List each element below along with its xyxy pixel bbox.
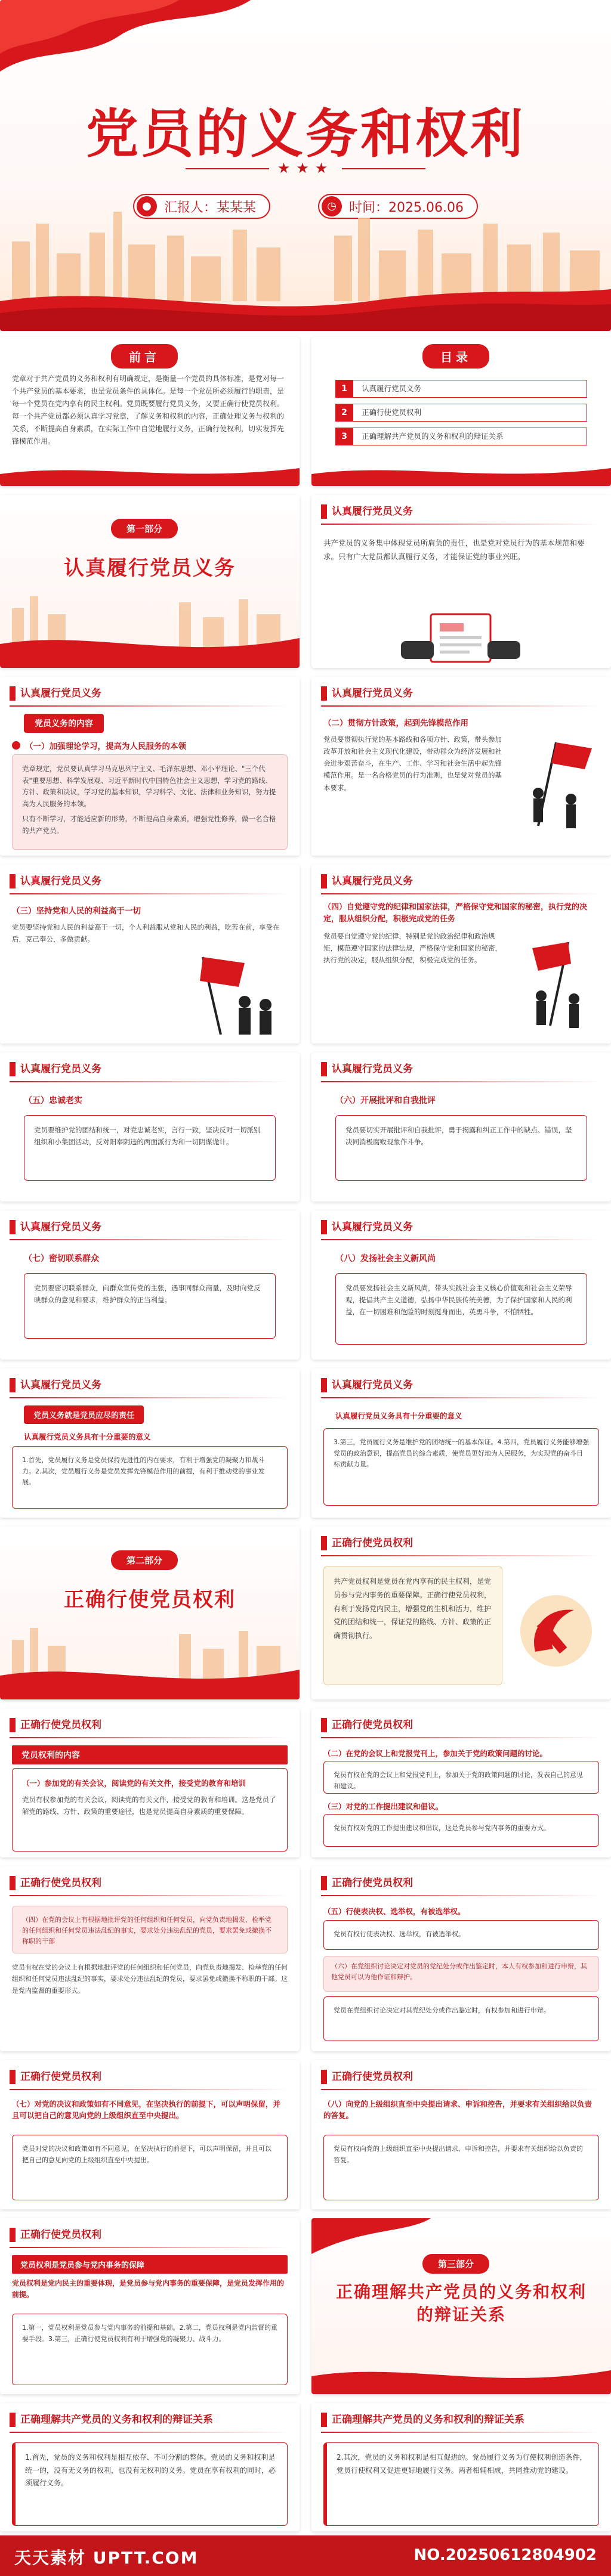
content-title: 党员义务就是党员应尽的责任 — [24, 1405, 144, 1424]
part2-cover-slide — [0, 1527, 300, 1699]
section-header — [0, 1866, 300, 1900]
content-title: 党员权利的内容 — [12, 1745, 288, 1764]
item-title: （二）贯彻方针政策，起到先锋模范作用 — [323, 719, 468, 728]
duty-slide-5 — [0, 1052, 300, 1202]
section-header — [0, 865, 300, 898]
cover-title: 党员的义务和权利 — [85, 103, 525, 165]
section-header — [0, 677, 300, 710]
section-title: 正确行使党员权利 — [20, 2229, 101, 2241]
catalog-item-3[interactable] — [335, 428, 587, 445]
item-text: 党员有权参加党的有关会议，阅读党的有关文件，接受党的教育和培训。这是党员了解党的路线、方针、政策的重要途径，也是党员提高自身素质的重要保障。 — [22, 1795, 276, 1816]
duty-slide-7 — [0, 1210, 300, 1360]
item-text: 党员对党的决议和政策如有不同意见，在坚决执行的前提下，可以声明保留，并且可以把自己的意见向党的上级组织直至中央提出。 — [12, 2135, 288, 2200]
item-text: 党员要自觉遵守党的纪律，特别是党的政治纪律和政治规矩，模范遵守国家的法律法规，严格保守党和国家的秘密，执行党的决定，服从组织分配，积极完成党的任务。 — [323, 930, 502, 1032]
item-title: （四）在党的会议上有根据地批评党的任何组织和任何党员，向党负责地揭发、检举党的任何组织和任何党员违法乱纪的事实，要求处分违法乱纪的党员，要求罢免或撤换不称职的干部 — [12, 1906, 288, 1953]
user-icon: ● — [137, 196, 157, 216]
red-ribbon-decoration — [311, 462, 611, 486]
section-header — [311, 1527, 611, 1560]
date-text: 时间：2025.06.06 — [349, 200, 464, 215]
section-title: 认真履行党员义务 — [332, 506, 413, 518]
part1-title: 认真履行党员义务 — [64, 556, 236, 580]
red-ribbon-decoration — [311, 2358, 611, 2394]
intro1-slide — [311, 495, 611, 668]
catalog-item-1[interactable] — [335, 380, 587, 398]
preface-text: 党章对于共产党员的义务和权利有明确规定，是衡量一个党员的具体标准，是党对每一个共产党员的基本要求，也是党员条件的具体化。是每一个党员所必须履行的职责，是每一个党员在党内享有的民主权利。党员既要履行党员义务，又要正确行使党员权利。每一个共产党员都必须认真学习党章，了解义务和权利的内容，正确处理义务与权利的关系，不断提高自身素质，在实际工作中自觉地履行义务，正确行使权利，切实发挥先锋模范作用。 — [12, 373, 288, 462]
section-header — [0, 2060, 300, 2094]
content-title: 党员权利是党员参与党内事务的保障 — [12, 2255, 288, 2274]
flag-raising-illustration — [514, 736, 598, 832]
red-ribbon-decoration — [0, 462, 300, 486]
right-slide-5 — [0, 2060, 300, 2209]
item-title: （八）发扬社会主义新风尚 — [335, 1254, 436, 1264]
section-title: 认真履行党员义务 — [20, 1221, 101, 1233]
hammer-sickle-illustration — [511, 1586, 601, 1676]
item-text: 党员要坚持党和人民的利益高于一切，个人利益服从党和人民的利益，吃苦在前，享受在后，克己奉公，多做贡献。 — [12, 921, 288, 951]
section-title: 正确理解共产党员的义务和权利的辩证关系 — [332, 2414, 524, 2426]
section-header — [311, 677, 611, 710]
section-header — [311, 2060, 611, 2094]
part3-cover-slide — [311, 2218, 611, 2394]
city-ribbon-decoration — [0, 1628, 300, 1699]
intro2-slide — [311, 1527, 611, 1699]
item-title: （七）对党的决议和政策如有不同意见，在坚决执行的前提下，可以声明保留，并且可以把自己的意见向党的上级组织直至中央提出。 — [12, 2100, 281, 2120]
section-title: 认真履行党员义务 — [332, 688, 413, 699]
section-header — [311, 1052, 611, 1086]
item-text: 党员要发扬社会主义新风尚，带头实践社会主义核心价值观和社会主义荣辱观，提倡共产主义道德，弘扬中华民族传统美德，为了保护国家和人民的利益，在一切困难和危险的时刻挺身而出，英勇斗争，不怕牺牲。 — [335, 1273, 587, 1345]
duty-slide-9 — [0, 1368, 300, 1518]
footer-number: NO.20250612804902 — [413, 2546, 597, 2564]
star-divider: ★★★ — [0, 160, 611, 177]
duty-slide-6 — [311, 1052, 611, 1202]
section-header — [0, 1052, 300, 1086]
duty-slide-2 — [311, 677, 611, 856]
bullet-icon — [12, 741, 20, 750]
footer-site: 天天素材 UPTT.COM — [14, 2548, 199, 2568]
section-title: 认真履行党员义务 — [332, 1063, 413, 1075]
item-text: 1.首先，党员的义务和权利是相互依存、不可分割的整体。党员的义务和权利是统一的，没有无义务的权利，也没有无权利的义务。党员在享有权利的同时，必须履行义务。 — [12, 2442, 288, 2526]
section-title: 认真履行党员义务 — [20, 1063, 101, 1075]
item-text: 党员要维护党的团结和统一，对党忠诚老实，言行一致，坚决反对一切派别组织和小集团活动，反对阳奉阴违的两面派行为和一切阴谋诡计。 — [24, 1115, 276, 1181]
catalog-text: 正确行使党员权利 — [353, 404, 587, 422]
part3-label: 第三部分 — [422, 2254, 489, 2274]
item-title: （七）密切联系群众 — [24, 1254, 99, 1264]
watermark-footer — [0, 2535, 611, 2576]
section-header — [0, 1708, 300, 1742]
right-slide-2 — [311, 1708, 611, 1857]
item-title: （一）参加党的有关会议，阅读党的有关文件，接受党的教育和培训 — [22, 1779, 246, 1788]
item-text: 党员有权对党的工作提出建议和倡议，这是党员参与党内事务的重要方式。 — [323, 1814, 599, 1847]
section-header — [311, 495, 611, 528]
right-slide-3 — [0, 1866, 300, 2051]
section-title: 正确行使党员权利 — [332, 2071, 413, 2083]
section-title: 正确行使党员权利 — [20, 1719, 101, 1731]
section-header — [0, 2403, 300, 2436]
item-text: 党员在党组织讨论决定对其党纪处分或作出鉴定时，有权参加和进行申辩。 — [323, 1996, 599, 2041]
item-title: （五）行使表决权、选举权，有被选举权。 — [323, 1907, 465, 1916]
section-title: 正确理解共产党员的义务和权利的辩证关系 — [20, 2414, 213, 2426]
right-slide-7 — [0, 2218, 300, 2394]
item-text: 2.其次，党员的义务和权利是相互促进的。党员履行义务为行使权利创造条件，党员行使权利又促进更好地履行义务。两者相辅相成，共同推动党的建设。 — [323, 2442, 599, 2526]
duty-slide-10 — [311, 1368, 611, 1518]
section-header — [0, 2218, 300, 2252]
preface-heading: 前言 — [111, 344, 178, 369]
hands-document-illustration — [395, 611, 526, 665]
red-flag-decoration — [311, 2218, 431, 2260]
reporter-text: 汇报人：某某某 — [164, 200, 257, 215]
item-text: 党员要切实开展批评和自我批评，勇于揭露和纠正工作中的缺点、错误，坚决同消极腐败现象作斗争。 — [335, 1115, 587, 1181]
item-title: （三）对党的工作提出建议和倡议。 — [323, 1802, 443, 1811]
item-title: 认真履行党员义务具有十分重要的意义 — [24, 1432, 151, 1441]
catalog-num: 1 — [335, 380, 353, 398]
item-text: 党员有权行使表决权、选举权，有被选举权。 — [323, 1920, 599, 1950]
section-header — [0, 1210, 300, 1244]
section-title: 认真履行党员义务 — [332, 1221, 413, 1233]
section-header — [311, 865, 611, 898]
item-title: （二）在党的会议上和党报党刊上，参加关于党的政策问题的讨论。 — [323, 1749, 548, 1758]
item-title: （五）忠诚老实 — [24, 1096, 82, 1106]
item-text: 党章规定，党员要认真学习马克思列宁主义、毛泽东思想、邓小平理论、"三个代表"重要思想、科学发展观、习近平新时代中国特色社会主义思想，学习党的路线、方针、政策和决议，学习党的基本知识，学习科学、文化、法律和业务知识，努力提高为人民服务的本领。 — [22, 764, 276, 808]
item-text: 党员有权向党的上级组织直至中央提出请求、申诉和控告，并要求有关组织给以负责的答复。 — [323, 2135, 599, 2200]
catalog-heading: 目录 — [422, 344, 489, 369]
catalog-num: 3 — [335, 428, 353, 445]
clock-icon: ◷ — [322, 196, 342, 216]
section-header — [311, 1866, 611, 1900]
item-title: （四）自觉遵守党的纪律和国家法律，严格保守党和国家的秘密，执行党的决定，服从组织分配，积极完成党的任务 — [323, 903, 588, 924]
section-title: 正确行使党员权利 — [332, 1719, 413, 1731]
section-title: 正确行使党员权利 — [20, 1877, 101, 1889]
dialectic-slide-1 — [0, 2403, 300, 2531]
item-text: 党员有权在党的会议上有根据地批评党的任何组织和任何党员，向党负责地揭发、检举党的任何组织和任何党员违法乱纪的事实，要求处分违法乱纪的党员，要求罢免或撤换不称职的干部。这是党内监督的重要形式。 — [12, 1959, 288, 2043]
item-title: （六）在党组织讨论决定对党员的党纪处分或作出鉴定时，本人有权参加和进行申辩，其他党员可以为他作证和辩护。 — [323, 1956, 599, 1992]
item-title: （三）坚持党和人民的利益高于一切 — [12, 906, 141, 916]
item-title: 党员权利是党内民主的重要体现，是党员参与党内事务的重要保障，是党员发挥作用的前提。 — [12, 2279, 285, 2299]
intro1-text: 共产党员的义务集中体现党员所肩负的责任，也是党对党员行为的基本规范和要求。只有广大党员都认真履行义务，才能保证党的事业兴旺。 — [323, 537, 599, 608]
duty-slide-8 — [311, 1210, 611, 1360]
section-title: 正确行使党员权利 — [332, 1537, 413, 1549]
section-title: 认真履行党员义务 — [332, 1379, 413, 1391]
duty-slide-3 — [0, 865, 300, 1044]
part1-label: 第一部分 — [111, 519, 178, 538]
item-title: 认真履行党员义务具有十分重要的意义 — [335, 1411, 462, 1420]
part2-label: 第二部分 — [111, 1550, 178, 1570]
flag-raising-illustration — [179, 954, 286, 1038]
item-text: 1.首先，党员履行义务是党员保持先进性的内在要求，有利于增强党的凝聚力和战斗力。2.其次，党员履行义务是党员发挥先锋模范作用的前提，有利于推动党的事业发展。 — [12, 1446, 288, 1509]
duty-slide-4 — [311, 865, 611, 1044]
part2-title: 正确行使党员权利 — [64, 1588, 236, 1612]
red-flag-decoration — [0, 0, 251, 78]
intro2-text: 共产党员权利是党员在党内享有的民主权利，是党员参与党内事务的重要保障。正确行使党员权利，有利于发扬党内民主，增强党的生机和活力，维护党的团结和统一，保证党的路线、方针、政策的正确贯彻执行。 — [323, 1566, 502, 1685]
section-header — [311, 1210, 611, 1244]
cover-slide — [0, 0, 611, 331]
section-title: 认真履行党员义务 — [20, 875, 101, 887]
catalog-num: 2 — [335, 404, 353, 422]
duty-slide-1 — [0, 677, 300, 856]
section-header — [0, 1368, 300, 1402]
section-title: 正确行使党员权利 — [20, 2071, 101, 2083]
item-text: 党员有权在党的会议上和党报党刊上，参加关于党的政策问题的讨论，发表自己的意见和建议。 — [323, 1761, 599, 1794]
preface-slide — [0, 337, 300, 486]
flag-raising-illustration — [514, 936, 598, 1032]
right-slide-6 — [311, 2060, 611, 2209]
part3-title: 正确理解共产党员的义务和权利的辩证关系 — [335, 2282, 587, 2324]
item-title: （八）向党的上级组织直至中央提出请求、申诉和控告，并要求有关组织给以负责的答复。 — [323, 2100, 593, 2120]
section-header — [311, 1368, 611, 1402]
red-ribbon-decoration — [0, 277, 611, 331]
section-title: 正确行使党员权利 — [332, 1877, 413, 1889]
item-text: 3.第三，党员履行义务是维护党的团结统一的基本保证。4.第四，党员履行义务能够增强党员的政治意识，提高党员的综合素质，使党员更好地为人民服务，为实现党的奋斗目标贡献力量。 — [323, 1428, 599, 1506]
item-title: （一）加强理论学习，提高为人民服务的本领 — [12, 739, 186, 751]
section-title: 认真履行党员义务 — [332, 875, 413, 887]
catalog-text: 正确理解共产党员的义务和权利的辩证关系 — [353, 428, 587, 445]
part1-cover-slide — [0, 495, 300, 668]
dialectic-slide-2 — [311, 2403, 611, 2531]
section-title: 认真履行党员义务 — [20, 1379, 101, 1391]
catalog-item-2[interactable] — [335, 404, 587, 422]
section-header — [311, 2403, 611, 2436]
item-box — [12, 754, 288, 850]
item-text: 党员要贯彻执行党的基本路线和各项方针、政策，带头参加改革开放和社会主义现代化建设，带动群众为经济发展和社会进步艰苦奋斗，在生产、工作、学习和社会生活中起先锋模范作用。是一名合格党员的行为准则，也是党对党员的基本要求。 — [323, 733, 502, 835]
item-text: 只有不断学习，才能适应新的形势，不断提高自身素质，增强党性修养，做一名合格的共产党员。 — [22, 815, 276, 835]
content-title: 党员义务的内容 — [24, 714, 104, 733]
item-text: 1.第一，党员权利是党员参与党内事务的前提和基础。2.第二，党员权利是党内监督的重要手段。3.第三，正确行使党员权利有利于增强党的凝聚力、战斗力。 — [12, 2314, 288, 2385]
right-slide-1 — [0, 1708, 300, 1857]
item-box — [12, 1768, 288, 1852]
item-title: （六）开展批评和自我批评 — [335, 1096, 436, 1106]
right-slide-4 — [311, 1866, 611, 2051]
city-ribbon-decoration — [0, 596, 300, 668]
section-header — [311, 1708, 611, 1742]
catalog-text: 认真履行党员义务 — [353, 380, 587, 398]
item-text: 党员要密切联系群众，向群众宣传党的主张，遇事同群众商量，及时向党反映群众的意见和要求，维护群众的正当利益。 — [24, 1273, 276, 1339]
catalog-slide — [311, 337, 611, 486]
section-title: 认真履行党员义务 — [20, 688, 101, 699]
